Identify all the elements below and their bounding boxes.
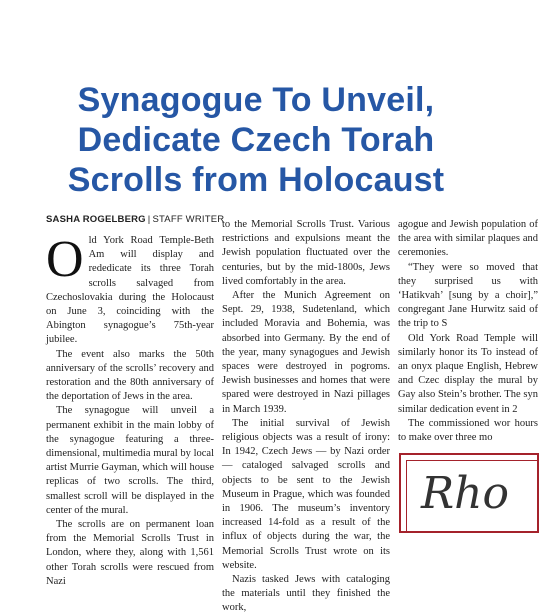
lead-paragraph-text: ld York Road Temple-Beth Am will display and rededicate its three Torah scrolls salvaged from Czechoslovakia during the Holocaust on June 3, coinciding with the Abington synagogue’s 75th-year jubilee. bbox=[46, 235, 214, 346]
byline-separator: | bbox=[147, 214, 151, 225]
paragraph: After the Munich Agreement on Sept. 29, 1938, Sudetenland, which included Moravia and Bohemia, was absorbed into Germany. By the end of the year, many synagogues and Jewish spaces were destroyed in pogroms. Jewish businesses and homes that were spared were destroyed in Nazi pillages in March 1939. bbox=[222, 290, 390, 415]
paragraph: The initial survival of Jewish religious objects was a result of irony: In 1942, Czech Jews — by Nazi order — cataloged salvaged scrolls and objects to be sent to the Jewish Museum in Prague, which was founded in 1906. The museum’s inventory increased 14-fold as a result of the influx of objects during the war, the Memorial Scrolls Trust wrote on its website. bbox=[222, 417, 390, 571]
paragraph: The event also marks the 50th anniversary of the scrolls’ recovery and restoration and the 80th anniversary of the deportation of Jews in the area. bbox=[46, 348, 214, 403]
drop-cap: O bbox=[46, 231, 84, 288]
advertisement-box bbox=[399, 453, 539, 533]
paragraph: The commissioned wor hours to make over three mo bbox=[398, 417, 538, 444]
paragraph: Old York Road Temple will similarly honor its To instead of an onyx plaque English, Hebrew and Czec display the mural by Gay also Stein’s brother. The syn similar dedication event in 2 bbox=[398, 332, 538, 415]
author-role: STAFF WRITER bbox=[152, 214, 225, 225]
advertisement-text: Rho bbox=[421, 468, 509, 519]
byline bbox=[46, 214, 224, 225]
paragraph: Nazis tasked Jews with cataloging the materials until they finished the work, bbox=[222, 574, 390, 614]
article-column-2 bbox=[222, 218, 390, 614]
article-column-1 bbox=[46, 231, 214, 587]
article-headline: Synagogue To Unveil, Dedicate Czech Torah Scrolls from Holocaust bbox=[67, 81, 445, 199]
paragraph: to the Memorial Scrolls Trust. Various restrictions and expulsions meant the Jewish population fluctuated over the centuries, but by the mid-1800s, Jews lived comfortably in the area. bbox=[222, 219, 390, 287]
paragraph: The synagogue will unveil a permanent exhibit in the main lobby of the synagogue featuring a three-dimensional, multimedia mural by local artist Murrie Gayman, which will house replicas of two scrolls. The third, smallest scroll will be displayed in the center of the mural. bbox=[46, 405, 214, 516]
article-column-3 bbox=[398, 218, 538, 450]
lead-paragraph bbox=[46, 231, 214, 348]
paragraph: agogue and Jewish population of the area with similar plaques and ceremonies. bbox=[398, 219, 538, 259]
author-name: SASHA ROGELBERG bbox=[46, 214, 146, 225]
paragraph: “They were so moved that they surprised us with ‘Hatikvah’ [sung by a choir],” congregant Jane Hurwitz said of the trip to S bbox=[398, 261, 538, 330]
paragraph: The scrolls are on permanent loan from the Memorial Scrolls Trust in London, where they, along with 1,561 other Torah scrolls were rescued from Nazi bbox=[46, 519, 214, 587]
